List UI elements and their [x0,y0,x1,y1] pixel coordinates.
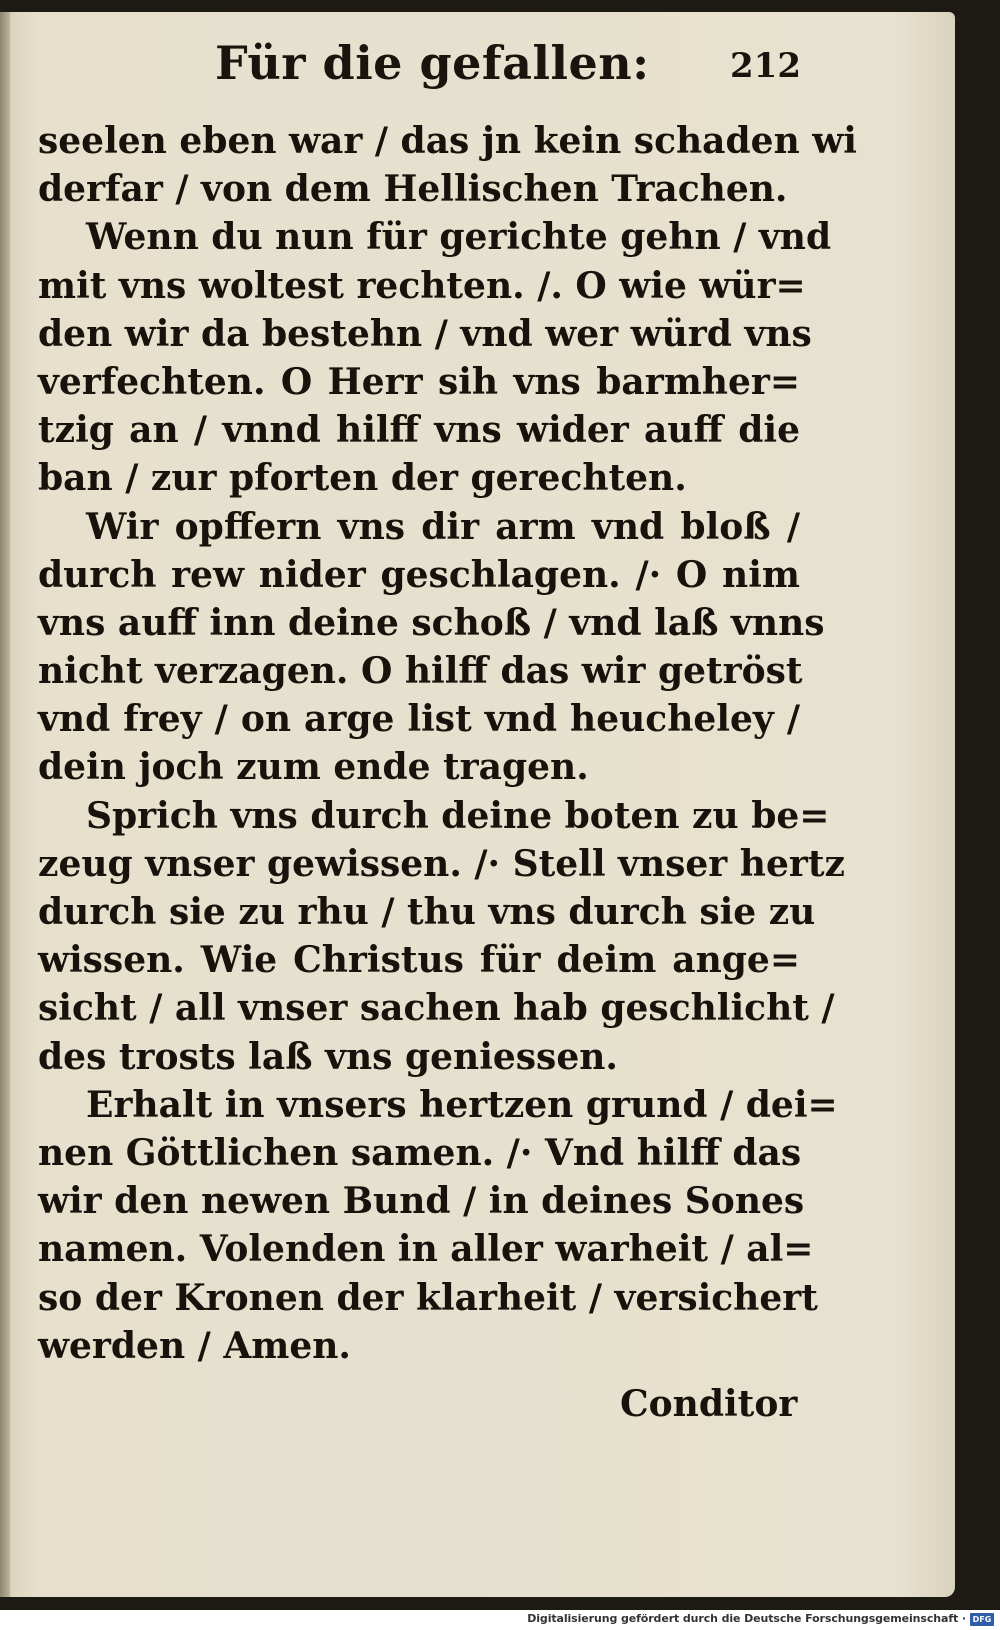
page-header [0,36,955,106]
text-line: vnd frey / on arge list vnd heucheley / [38,698,800,741]
text-line: so der Kronen der klarheit / versichert [38,1276,818,1319]
dfg-logo-icon: DFG [970,1613,994,1626]
text-line: nen Göttlichen samen. /· Vnd hilff das [38,1131,802,1174]
text-line: wir den newen Bund / in deines Sones [38,1180,805,1223]
text-line: den wir da bestehn / vnd wer würd vns [38,312,812,355]
page-gutter [0,12,10,1597]
running-head: Für die gefallen: [215,36,650,90]
page-number: 212 [730,46,801,86]
text-line: werden / Amen. [38,1324,351,1367]
text-line: namen. Volenden in aller warheit / al= [38,1228,814,1271]
text-line: des trosts laß vns geniessen. [38,1035,618,1078]
text-line: Erhalt in vnsers hertzen grund / dei= [86,1083,838,1126]
text-line: seelen eben war / das jn kein schaden wi [38,120,857,162]
text-line: nicht verzagen. O hilff das wir getröst [38,650,803,693]
text-line: Wenn du nun für gerichte gehn / vnd [86,216,832,259]
text-line: zeug vnser gewissen. /· Stell vnser hertz [38,842,845,885]
digitization-footer [0,1610,1000,1630]
text-line: durch rew nider geschlagen. /· O nim [38,553,800,596]
text-line: durch sie zu rhu / thu vns durch sie zu [38,891,816,933]
text-line: Sprich vns durch deine boten zu be= [86,794,830,837]
text-line: wissen. Wie Christus für deim ange= [38,939,800,982]
text-line: mit vns woltest rechten. /. O wie wür= [38,264,806,307]
text-line: Wir opffern vns dir arm vnd bloß / [86,505,800,548]
text-line: tzig an / vnnd hilff vns wider auff die [38,409,800,452]
text-line: sicht / all vnser sachen hab geschlicht / [38,987,835,1030]
footer-credit: Digitalisierung gefördert durch die Deutsche Forschungsgemeinschaft · [527,1612,966,1625]
catchword: Conditor [620,1383,798,1425]
text-line: vns auff inn deine schoß / vnd laß vnns [38,601,825,644]
text-line: ban / zur pforten der gerechten. [38,457,687,500]
text-line: dein joch zum ende tragen. [38,746,589,789]
body-text [38,117,857,1370]
text-line: derfar / von dem Hellischen Trachen. [38,168,788,211]
text-line: verfechten. O Herr sih vns barmher= [38,360,800,403]
